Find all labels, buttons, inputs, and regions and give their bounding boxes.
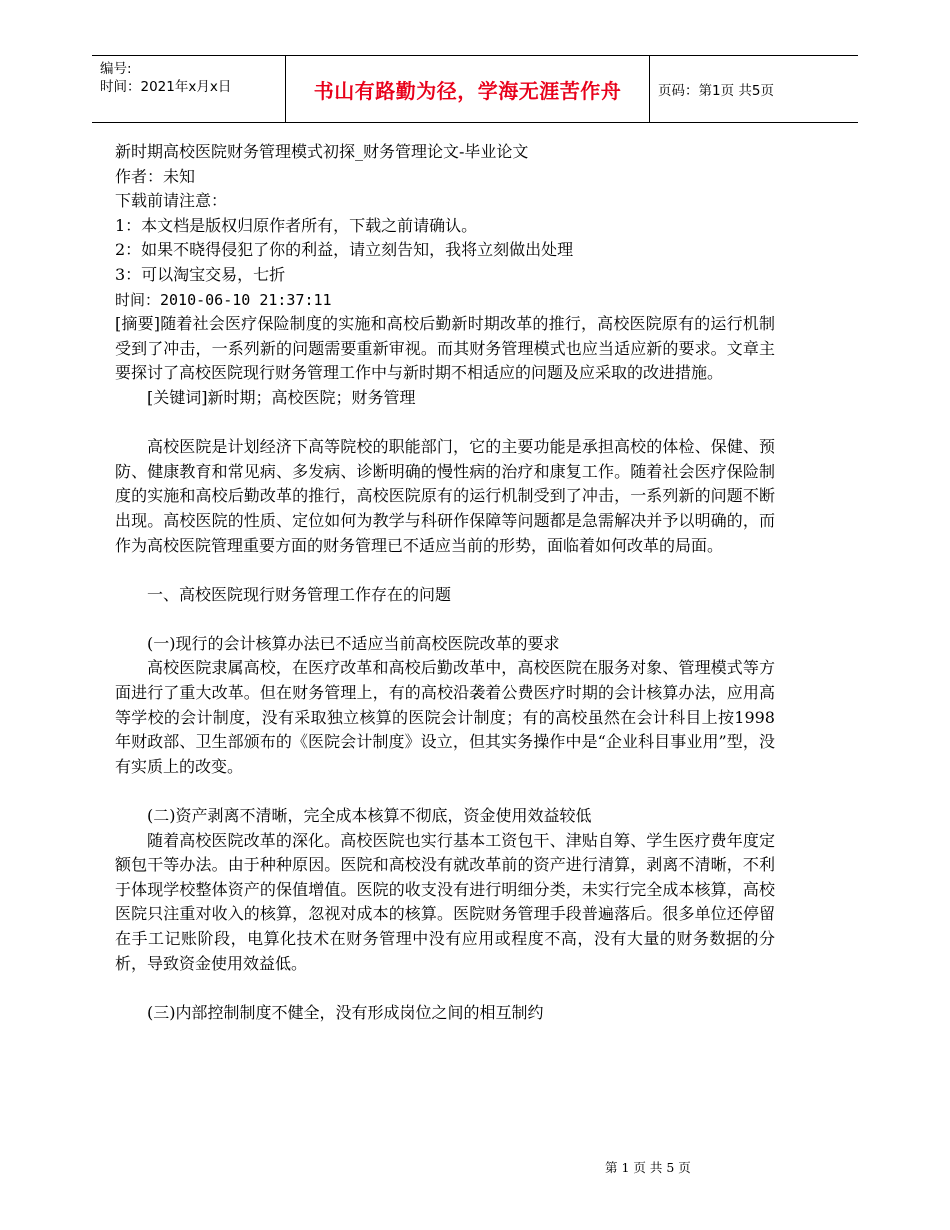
notice-item-1: 1：本文档是版权归原作者所有，下载之前请确认。 — [115, 215, 478, 235]
keywords: [关键词]新时期；高校医院；财务管理 — [147, 387, 416, 407]
subsection-heading-2: (二)资产剥离不清晰，完全成本核算不彻底，资金使用效益较低 — [147, 806, 592, 826]
motto-text: 书山有路勤为径，学海无涯苦作舟 — [313, 78, 622, 103]
doc-timestamp: 时间：2010-06-10 21:37:11 — [115, 290, 332, 309]
page-number-label: 页码：第1页 共5页 — [658, 83, 774, 99]
motto-box — [285, 56, 650, 122]
paragraph-assets: 随着高校医院改革的深化。高校医院也实行基本工资包干、津贴自筹、学生医疗费年度定额包干等办法。由于种种原因。医院和高校没有就改革前的资产进行清算，剥离不清晰，不利于体现学校整体资产的保值增值。医院的收支没有进行明细分类，未实行完全成本核算，高校医院只注重对收入的核算，忽视对成本的核算。医院财务管理手段普遍落后。很多单位还停留在手工记账阶段，电算化技术在财务管理中没有应用或程度不高，没有大量的财务数据的分析，导致资金使用效益低。 — [115, 830, 775, 973]
paragraph-accounting: 高校医院隶属高校，在医疗改革和高校后勤改革中，高校医院在服务对象、管理模式等方面进行了重大改革。但在财务管理上，有的高校沿袭着公费医疗时期的会计核算办法，应用高等学校的会计制度，没有采取独立核算的医院会计制度；有的高校虽然在会计科目上按1998年财政部、卫生部颁布的《医院会计制度》设立，但其实务操作中是“企业科目事业用”型，没有实质上的改变。 — [115, 658, 775, 776]
doc-title: 新时期高校医院财务管理模式初探_财务管理论文-毕业论文 — [115, 142, 529, 161]
notice-item-2: 2：如果不晓得侵犯了你的利益，请立刻告知，我将立刻做出处理 — [115, 240, 574, 260]
header-meta — [100, 60, 231, 96]
paragraph-intro: 高校医院是计划经济下高等院校的职能部门，它的主要功能是承担高校的体检、保健、预防、健康教育和常见病、多发病、诊断明确的慢性病的治疗和康复工作。随着社会医疗保险制度的实施和高校后勤改革的推行，高校医院原有的运行机制受到了冲击，一系列新的问题不断出现。高校医院的性质、定位如何为教学与科研作保障等问题都是急需解决并予以明确的，而作为高校医院管理重要方面的财务管理已不适应当前的形势，面临着如何改革的局面。 — [115, 437, 775, 555]
page-footer: 第 1 页 共 5 页 — [605, 1160, 691, 1175]
subsection-heading-1: (一)现行的会计核算办法已不适应当前高校医院改革的要求 — [147, 633, 560, 653]
download-notice: 下载前请注意： — [115, 191, 228, 211]
doc-number-label: 编号: — [100, 61, 132, 77]
subsection-heading-3: (三)内部控制制度不健全，没有形成岗位之间的相互制约 — [147, 1002, 544, 1022]
document-body — [115, 140, 775, 1025]
page-header — [92, 55, 858, 123]
abstract: [摘要]随着社会医疗保险制度的实施和高校后勤新时期改革的推行，高校医院原有的运行机制受到了冲击，一系列新的问题需要重新审视。而其财务管理模式也应当适应新的要求。文章主要探讨了高校医院现行财务管理工作中与新时期不相适应的问题及应采取的改进措施。 — [115, 314, 775, 383]
doc-author: 作者：未知 — [115, 166, 196, 186]
notice-item-3: 3：可以淘宝交易，七折 — [115, 264, 286, 284]
section-heading-1: 一、高校医院现行财务管理工作存在的问题 — [147, 584, 452, 604]
doc-time-label: 时间：2021年x月x日 — [100, 79, 232, 95]
